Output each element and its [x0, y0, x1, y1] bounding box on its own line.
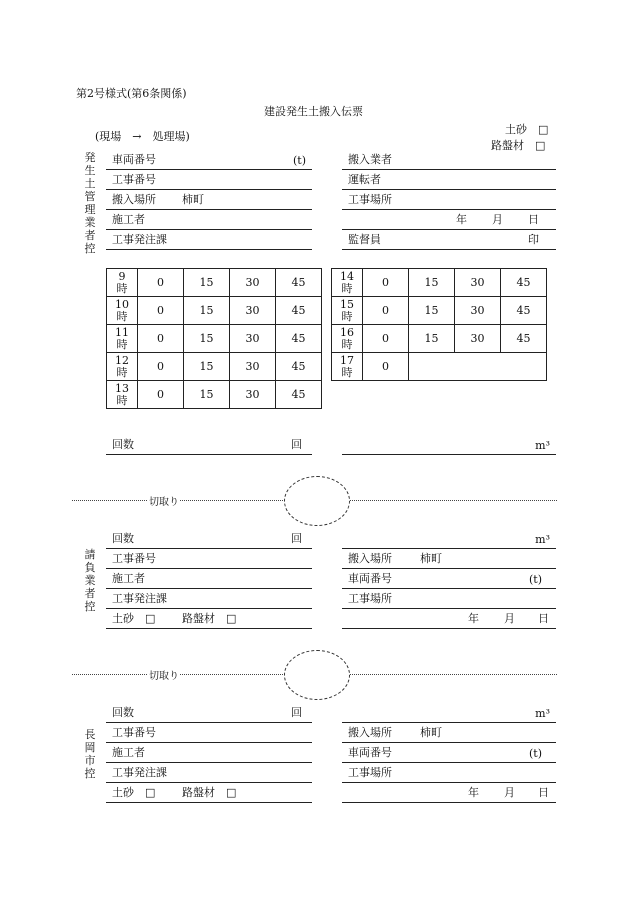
s3-destination-row: [342, 723, 556, 743]
minute-cell[interactable]: 30: [455, 297, 501, 325]
minute-cell[interactable]: 15: [184, 353, 230, 381]
minute-cell[interactable]: 45: [501, 269, 547, 297]
soil-checkbox-label[interactable]: 土砂 □: [505, 123, 549, 136]
s3-material-row: [106, 783, 312, 803]
site-row: [342, 190, 556, 210]
s2-site-row: [342, 589, 556, 609]
minute-cell[interactable]: 30: [230, 381, 276, 409]
s2-soil-checkbox[interactable]: 土砂 □: [112, 612, 156, 625]
hour-number: 12: [115, 353, 129, 367]
time-grid-left: [106, 268, 322, 409]
s3-work-no-row: [106, 723, 312, 743]
destination-row: [106, 190, 312, 210]
hour-cell: [332, 353, 363, 381]
year-label: 年: [456, 213, 467, 226]
time-grid-row: [107, 353, 322, 381]
hour-number: 11: [115, 325, 129, 339]
s3-contractor-row: [106, 743, 312, 763]
s3-date-row: [342, 783, 556, 803]
section1-side-label: 発生土管理業者控: [84, 151, 96, 255]
s2-work-no-label: 工事番号: [112, 552, 156, 565]
time-grid-row: [332, 353, 547, 381]
time-grid-row: [332, 297, 547, 325]
s2-contractor-label: 施工者: [112, 572, 145, 585]
s2-destination-row: [342, 549, 556, 569]
cut-oval: [284, 476, 350, 526]
s3-day-label: 日: [538, 786, 549, 799]
s2-volume-unit: m³: [535, 533, 550, 546]
s2-material-row: [106, 609, 312, 629]
form-number: 第2号様式(第6条関係): [76, 87, 187, 100]
minute-cell[interactable]: 0: [138, 325, 184, 353]
minute-cell[interactable]: 30: [455, 269, 501, 297]
s2-site-label: 工事場所: [348, 592, 392, 605]
s2-day-label: 日: [538, 612, 549, 625]
volume-unit: m³: [535, 439, 550, 452]
s3-department-row: [106, 763, 312, 783]
hour-number: 17: [340, 353, 354, 367]
s2-count-label: 回数: [112, 532, 134, 545]
minute-cell[interactable]: 15: [184, 297, 230, 325]
hour-number: 15: [340, 297, 354, 311]
empty-cell: [409, 353, 547, 381]
hour-unit: 時: [116, 309, 128, 323]
minute-cell[interactable]: 0: [138, 381, 184, 409]
minute-cell[interactable]: 30: [230, 325, 276, 353]
minute-cell[interactable]: 0: [363, 269, 409, 297]
hour-number: 14: [340, 269, 354, 283]
carrier-label: 搬入業者: [348, 153, 392, 166]
department-label: 工事発注課: [112, 233, 167, 246]
section2-side-label: 請負業者控: [84, 548, 96, 613]
minute-cell[interactable]: 15: [184, 325, 230, 353]
volume-row: [342, 435, 556, 455]
s2-destination-label: 搬入場所: [348, 552, 392, 565]
s2-date-row: [342, 609, 556, 629]
cut-oval: [284, 650, 350, 700]
minute-cell[interactable]: 45: [276, 269, 322, 297]
hour-unit: 時: [116, 337, 128, 351]
s3-vehicle-row: [342, 743, 556, 763]
minute-cell[interactable]: 45: [276, 381, 322, 409]
time-grid-row: [332, 269, 547, 297]
s2-count-unit: 回: [291, 532, 302, 545]
hour-cell: [332, 269, 363, 297]
minute-cell[interactable]: 30: [230, 297, 276, 325]
s3-department-label: 工事発注課: [112, 766, 167, 779]
s3-volume-row: [342, 703, 556, 723]
minute-cell[interactable]: 45: [276, 325, 322, 353]
s3-contractor-label: 施工者: [112, 746, 145, 759]
driver-label: 運転者: [348, 173, 381, 186]
supervisor-row: [342, 230, 556, 250]
minute-cell[interactable]: 0: [138, 353, 184, 381]
hour-cell: [107, 297, 138, 325]
month-label: 月: [492, 213, 503, 226]
time-grid-row: [107, 325, 322, 353]
vehicle-label: 車両番号: [112, 153, 156, 166]
s2-contractor-row: [106, 569, 312, 589]
time-grid-row: [332, 325, 547, 353]
hour-unit: 時: [116, 365, 128, 379]
day-label: 日: [528, 213, 539, 226]
hour-cell: [332, 325, 363, 353]
hour-number: 16: [340, 325, 354, 339]
s2-department-label: 工事発注課: [112, 592, 167, 605]
time-grid-row: [107, 381, 322, 409]
s2-month-label: 月: [504, 612, 515, 625]
destination-value: 柿町: [182, 193, 204, 206]
s3-destination-value: 柿町: [420, 726, 442, 739]
s3-destination-label: 搬入場所: [348, 726, 392, 739]
count-unit: 回: [291, 438, 302, 451]
hour-unit: 時: [341, 309, 353, 323]
minute-cell[interactable]: 15: [409, 297, 455, 325]
s2-vehicle-label: 車両番号: [348, 572, 392, 585]
s3-month-label: 月: [504, 786, 515, 799]
form-title: 建設発生土搬入伝票: [264, 105, 363, 118]
contractor-label: 施工者: [112, 213, 145, 226]
hour-cell: [107, 353, 138, 381]
time-grid-row: [107, 269, 322, 297]
s3-soil-checkbox[interactable]: 土砂 □: [112, 786, 156, 799]
time-grid-right: [331, 268, 547, 381]
minute-cell[interactable]: 0: [363, 325, 409, 353]
work-no-label: 工事番号: [112, 173, 156, 186]
s2-department-row: [106, 589, 312, 609]
carrier-row: [342, 150, 556, 170]
minute-cell[interactable]: 0: [138, 297, 184, 325]
minute-cell[interactable]: 15: [409, 325, 455, 353]
s2-work-no-row: [106, 549, 312, 569]
seal-label: 印: [528, 233, 539, 246]
minute-cell[interactable]: 45: [276, 297, 322, 325]
time-grid-row: [107, 297, 322, 325]
section3-side-label: 長岡市控: [84, 728, 96, 780]
hour-cell: [107, 381, 138, 409]
s2-count-row: [106, 529, 312, 549]
s3-volume-unit: m³: [535, 707, 550, 720]
cut-label: 切取り: [148, 667, 180, 682]
date-row: [342, 210, 556, 230]
s2-year-label: 年: [468, 612, 479, 625]
hour-unit: 時: [116, 393, 128, 407]
hour-number: 9: [118, 269, 126, 283]
hour-cell: [332, 297, 363, 325]
vehicle-unit: (t): [292, 154, 306, 167]
s2-vehicle-row: [342, 569, 556, 589]
s3-site-row: [342, 763, 556, 783]
hour-unit: 時: [341, 337, 353, 351]
contractor-row: [106, 210, 312, 230]
hour-unit: 時: [341, 281, 353, 295]
cut-label: 切取り: [148, 493, 180, 508]
s3-vehicle-unit: (t): [528, 747, 542, 760]
count-label: 回数: [112, 438, 134, 451]
minute-cell[interactable]: 45: [501, 325, 547, 353]
minute-cell[interactable]: 15: [184, 269, 230, 297]
minute-cell[interactable]: 30: [230, 269, 276, 297]
minute-cell[interactable]: 30: [455, 325, 501, 353]
site-label: 工事場所: [348, 193, 392, 206]
s3-work-no-label: 工事番号: [112, 726, 156, 739]
s3-site-label: 工事場所: [348, 766, 392, 779]
hour-unit: 時: [341, 365, 353, 379]
work-no-row: [106, 170, 312, 190]
minute-cell[interactable]: 30: [230, 353, 276, 381]
road-checkbox-label[interactable]: 路盤材 □: [491, 139, 546, 152]
driver-row: [342, 170, 556, 190]
s2-vehicle-unit: (t): [528, 573, 542, 586]
s3-count-label: 回数: [112, 706, 134, 719]
minute-cell[interactable]: 0: [138, 269, 184, 297]
vehicle-row: [106, 150, 312, 170]
hour-cell: [107, 269, 138, 297]
s3-year-label: 年: [468, 786, 479, 799]
supervisor-label: 監督員: [348, 233, 381, 246]
minute-cell[interactable]: 15: [409, 269, 455, 297]
s2-destination-value: 柿町: [420, 552, 442, 565]
s2-volume-row: [342, 529, 556, 549]
s3-count-unit: 回: [291, 706, 302, 719]
minute-cell[interactable]: 0: [363, 353, 409, 381]
s3-vehicle-label: 車両番号: [348, 746, 392, 759]
s3-road-checkbox[interactable]: 路盤材 □: [182, 786, 237, 799]
minute-cell[interactable]: 0: [363, 297, 409, 325]
hour-number: 13: [115, 381, 129, 395]
minute-cell[interactable]: 45: [276, 353, 322, 381]
minute-cell[interactable]: 45: [501, 297, 547, 325]
hour-cell: [107, 325, 138, 353]
count-row: [106, 435, 312, 455]
department-row: [106, 230, 312, 250]
hour-number: 10: [115, 297, 129, 311]
route-label: (現場 → 処理場): [95, 130, 190, 143]
destination-label: 搬入場所: [112, 193, 156, 206]
hour-unit: 時: [116, 281, 128, 295]
s2-road-checkbox[interactable]: 路盤材 □: [182, 612, 237, 625]
s3-count-row: [106, 703, 312, 723]
minute-cell[interactable]: 15: [184, 381, 230, 409]
